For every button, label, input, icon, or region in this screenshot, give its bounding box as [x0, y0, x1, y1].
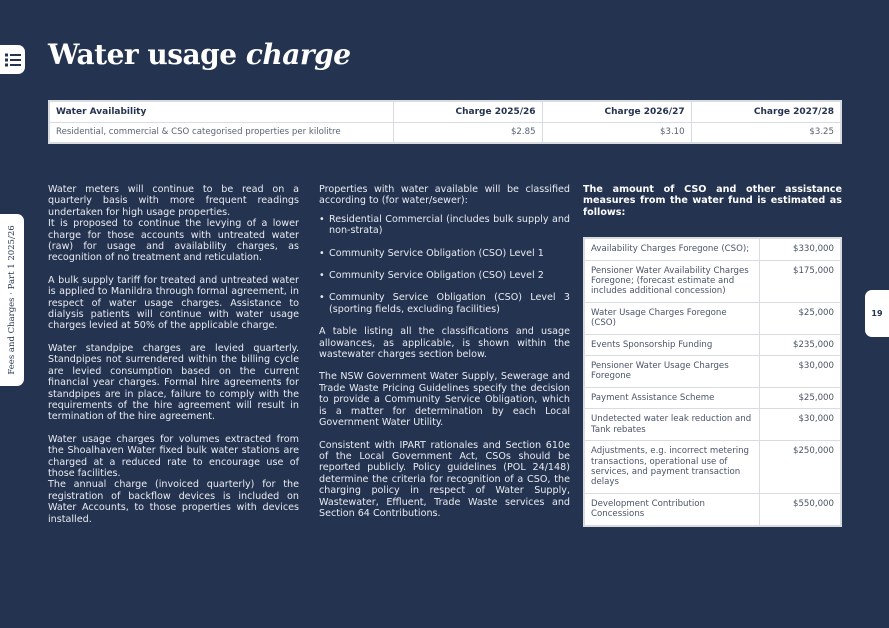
list-item: • Community Service Obligation (CSO) Level 1 — [319, 248, 570, 259]
paragraph: Consistent with IPART rationales and Section 610e of the Local Government Act, CSOs should be reported publicly. Policy guidelines (POL 24/148) determine the criteria for recognition of a CSO, the charging policy in respect of Water Supply, Wastewater, Effluent, Trade Waste services and Section 64 Contributions. — [319, 439, 570, 519]
page-title — [48, 38, 351, 71]
paragraph: Properties with water available will be classified according to (for water/sewer): — [319, 184, 570, 207]
table-row — [584, 409, 841, 441]
table-cell: Pensioner Water Availability Charges Foregone; (forecast estimate and includes additional concession) — [584, 260, 759, 302]
classification-list — [319, 214, 570, 315]
cso-column — [583, 184, 842, 527]
paragraph: A bulk supply tariff for treated and untreated water is applied to Manildra through formal agreement, in respect of water usage charges. Assistance to dialysis patients will continue with water usage charges levied at 50% of the applicable charge. — [48, 274, 299, 332]
cso-heading: The amount of CSO and other assistance measures from the water fund is estimated as follows: — [583, 184, 842, 218]
table-cell: Adjustments, e.g. incorrect metering transactions, operational use of services, and payment transaction delays — [584, 441, 759, 494]
table-header-cell: Water Availability — [49, 101, 393, 122]
table-cell-amount: $25,000 — [759, 302, 841, 334]
table-cell: Residential, commercial & CSO categorised properties per kilolitre — [49, 122, 393, 143]
table-cell: Availability Charges Foregone (CSO); — [584, 238, 759, 260]
table-cell-amount: $25,000 — [759, 387, 841, 408]
paragraph: The annual charge (invoiced quarterly) for the registration of backflow devices is included on Water Accounts, to those properties with devices installed. — [48, 479, 299, 525]
menu-button[interactable] — [0, 45, 25, 74]
table-cell-amount: $235,000 — [759, 334, 841, 355]
paragraph: A table listing all the classifications and usage allowances, as applicable, is shown within the wastewater charges section below. — [319, 326, 570, 361]
table-cell: Undetected water leak reduction and Tank rebates — [584, 409, 759, 441]
list-item: • Community Service Obligation (CSO) Level 2 — [319, 270, 570, 281]
table-cell: Payment Assistance Scheme — [584, 387, 759, 408]
table-cell-amount: $30,000 — [759, 409, 841, 441]
table-row — [584, 260, 841, 302]
cso-table — [583, 237, 842, 526]
table-header-row — [49, 101, 841, 122]
table-row — [584, 238, 841, 260]
table-cell: Events Sponsorship Funding — [584, 334, 759, 355]
water-availability-table — [48, 100, 842, 144]
table-cell-amount: $250,000 — [759, 441, 841, 494]
table-cell-amount: $175,000 — [759, 260, 841, 302]
table-row — [584, 356, 841, 388]
table-row — [584, 387, 841, 408]
paragraph: It is proposed to continue the levying of a lower charge for those accounts with untreated water (raw) for usage and availability charges, as recognition of no treatment and reticulation. — [48, 218, 299, 264]
text-column-1 — [48, 184, 299, 525]
table-row — [584, 493, 841, 525]
page-number: 19 — [871, 309, 883, 318]
list-item: • Community Service Obligation (CSO) Level 3 (sporting fields, excluding facilities) — [319, 292, 570, 315]
title-italic: charge — [245, 38, 351, 71]
table-cell: $3.25 — [691, 122, 841, 143]
section-side-tab-label: Fees and Charges · Part 1 2025/26 — [7, 225, 17, 375]
table-row — [584, 441, 841, 494]
table-cell-amount: $330,000 — [759, 238, 841, 260]
paragraph: The NSW Government Water Supply, Sewerage and Trade Waste Pricing Guidelines specify the decision to provide a Community Service Obligation, which is a matter for determination by each Local Government Water Utility. — [319, 371, 570, 429]
paragraph: Water standpipe charges are levied quarterly. Standpipes not surrendered within the billing cycle are levied consumption based on the current financial year charges. Formal hire agreements for standpipes are in place, failure to comply with the requirements of the hire agreement will result in termination of the hire agreement. — [48, 342, 299, 423]
table-cell: Water Usage Charges Foregone (CSO) — [584, 302, 759, 334]
title-plain: Water usage — [48, 38, 246, 71]
section-side-tab[interactable] — [0, 214, 24, 386]
table-header-cell: Charge 2025/26 — [393, 101, 542, 122]
page-number-tab — [865, 290, 889, 337]
paragraph: Water usage charges for volumes extracted from the Shoalhaven Water fixed bulk water stations are charged at a reduced rate to encourage use of those facilities. — [48, 433, 299, 479]
text-column-2 — [319, 184, 570, 519]
table-header-cell: Charge 2026/27 — [542, 101, 691, 122]
table-cell-amount: $550,000 — [759, 493, 841, 525]
table-row — [49, 122, 841, 143]
paragraph: Water meters will continue to be read on a quarterly basis with more frequent readings undertaken for high usage properties. — [48, 184, 299, 218]
list-menu-icon — [5, 53, 21, 67]
table-cell: Development Contribution Concessions — [584, 493, 759, 525]
table-row — [584, 302, 841, 334]
table-row — [584, 334, 841, 355]
table-cell: $2.85 — [393, 122, 542, 143]
table-cell-amount: $30,000 — [759, 356, 841, 388]
list-item: • Residential Commercial (includes bulk supply and non-strata) — [319, 214, 570, 237]
table-cell: Pensioner Water Usage Charges Foregone — [584, 356, 759, 388]
table-cell: $3.10 — [542, 122, 691, 143]
table-header-cell: Charge 2027/28 — [691, 101, 841, 122]
